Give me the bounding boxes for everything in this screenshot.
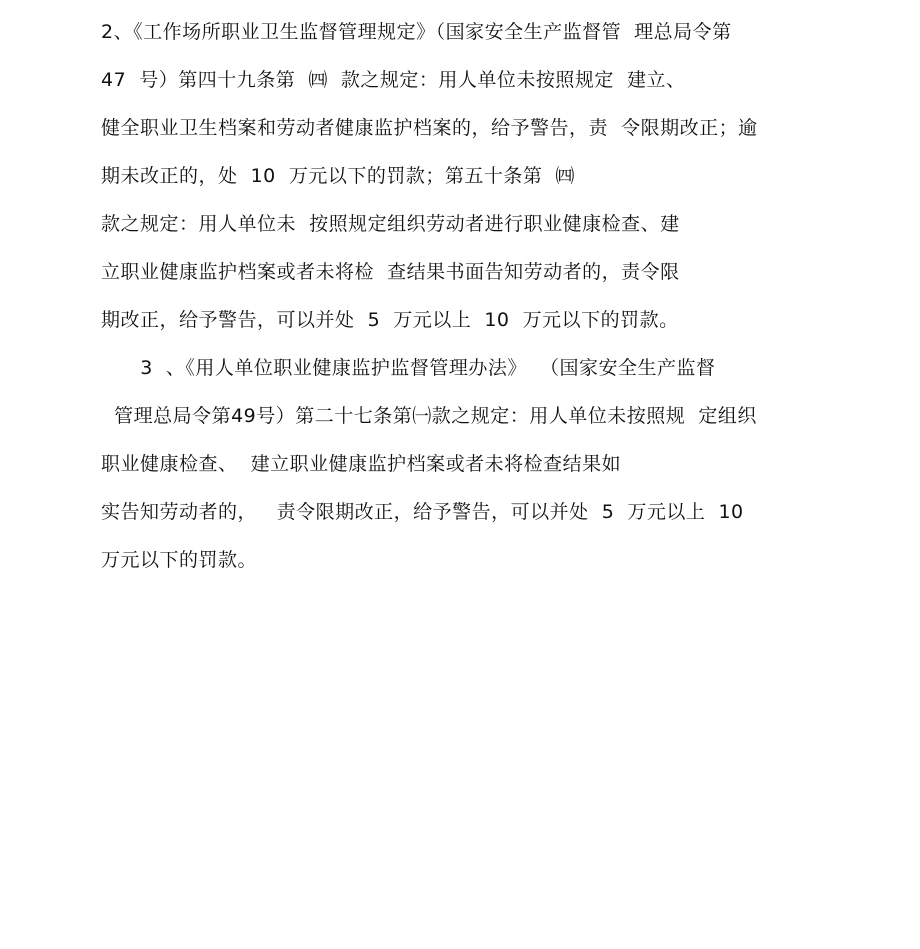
text-line-4: 期未改正的，处 10 万元以下的罚款；第五十条第 ㈣ [101, 165, 575, 187]
text-line-10: 职业健康检查、 建立职业健康监护档案或者未将检查结果如 [101, 453, 622, 475]
text-line-1: 2、《工作场所职业卫生监督管理规定》（国家安全生产监督管 理总局令第 [101, 21, 732, 43]
text-line-8: 3 、《用人单位职业健康监护监督管理办法》 （国家安全生产监督 [101, 357, 716, 379]
text-line-3: 健全职业卫生档案和劳动者健康监护档案的，给予警告，责 令限期改正；逾 [101, 117, 758, 139]
text-line-9: 管理总局令第49号）第二十七条第㈠款之规定：用人单位未按照规 定组织 [101, 405, 757, 427]
text-line-7: 期改正，给予警告，可以并处 5 万元以上 10 万元以下的罚款。 [101, 309, 679, 331]
text-line-11: 实告知劳动者的， 责令限期改正，给予警告，可以并处 5 万元以上 10 [101, 501, 744, 523]
text-line-6: 立职业健康监护档案或者未将检 查结果书面告知劳动者的，责令限 [101, 261, 680, 283]
text-line-5: 款之规定：用人单位未 按照规定组织劳动者进行职业健康检查、建 [101, 213, 680, 235]
text-line-12: 万元以下的罚款。 [101, 549, 258, 571]
text-line-2: 47 号）第四十九条第 ㈣ 款之规定：用人单位未按照规定 建立、 [101, 69, 686, 91]
